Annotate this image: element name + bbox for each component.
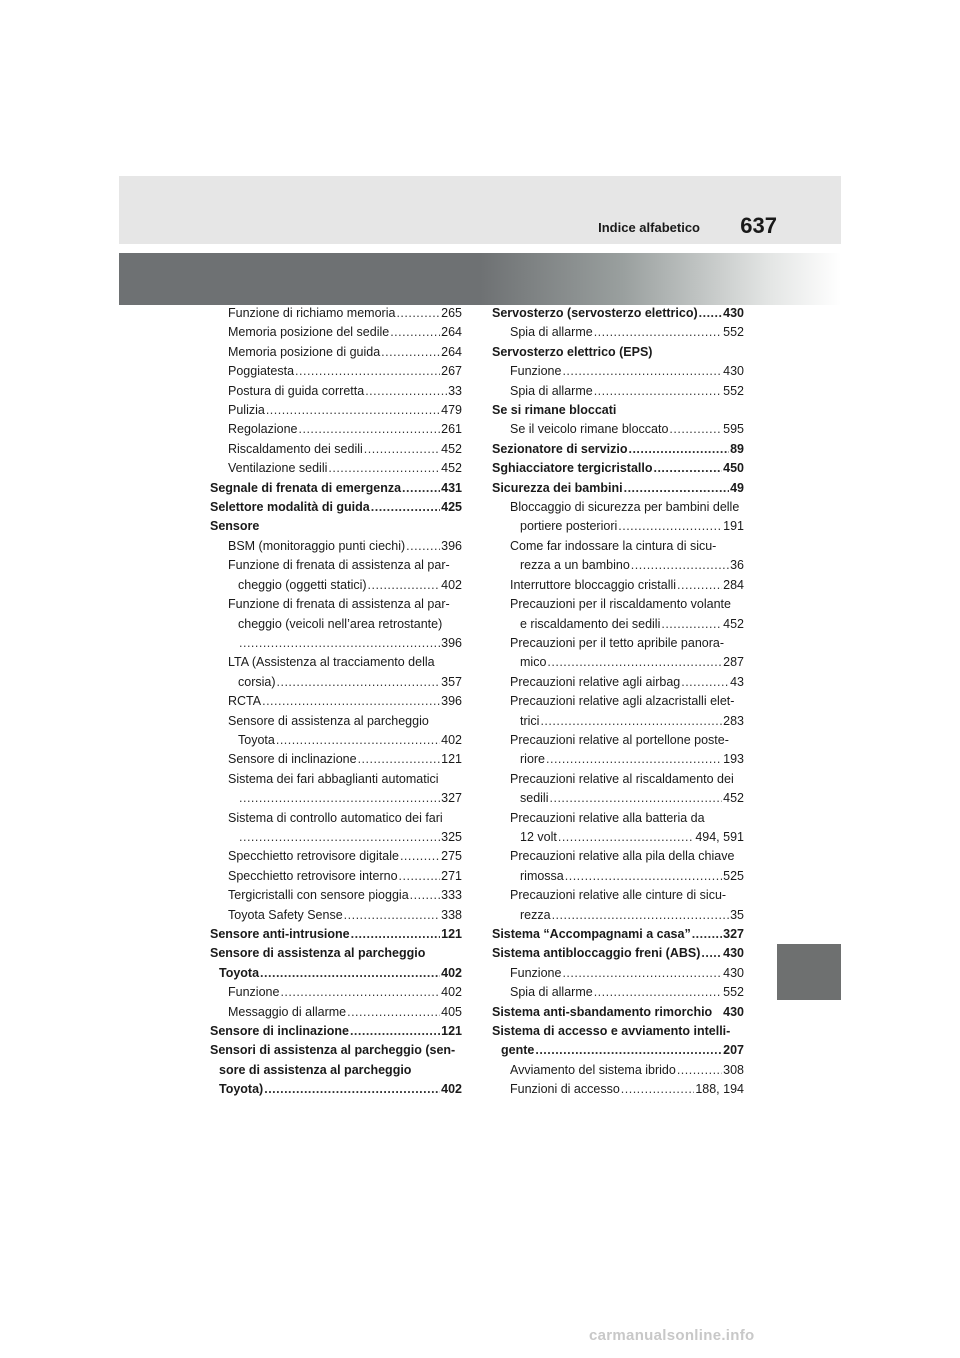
index-entry <box>210 382 462 401</box>
entry-text: Postura di guida corretta <box>228 383 365 398</box>
entry-page: 552 <box>723 985 744 1000</box>
index-column-right <box>492 304 744 1100</box>
index-entry <box>492 323 744 342</box>
index-entry <box>492 615 744 634</box>
entry-page: 479 <box>441 403 462 418</box>
index-entry <box>492 1080 744 1099</box>
entry-text: rezza <box>520 907 551 922</box>
index-entry <box>210 323 462 342</box>
section-tab <box>777 944 841 1000</box>
index-entry <box>210 828 462 847</box>
index-entry <box>210 1022 462 1041</box>
entry-page: 402 <box>441 985 462 1000</box>
dot-leader <box>260 964 440 983</box>
entry-page: 552 <box>723 383 744 398</box>
entry-text: Funzione di frenata di assistenza al par- <box>228 558 450 573</box>
entry-page: 430 <box>723 1004 744 1019</box>
index-entry <box>492 517 744 536</box>
entry-text: cheggio (oggetti statici) <box>238 577 367 592</box>
entry-page: 333 <box>441 888 462 903</box>
entry-text: trici <box>520 713 540 728</box>
index-entry <box>210 770 462 789</box>
entry-page: 430 <box>723 364 744 379</box>
entry-text: Sistema di accesso e avviamento intelli- <box>492 1024 731 1039</box>
entry-text: Specchietto retrovisore interno <box>228 868 398 883</box>
dot-leader <box>371 498 440 517</box>
dot-leader <box>699 304 723 323</box>
entry-page: 430 <box>723 306 744 320</box>
entry-page: 452 <box>723 616 744 631</box>
entry-text: Precauzioni relative alla pila della chiave <box>510 849 735 864</box>
index-entry <box>210 789 462 808</box>
index-entry <box>210 615 462 634</box>
dot-leader <box>266 401 440 420</box>
entry-page: 36 <box>730 558 744 573</box>
entry-page: 308 <box>723 1062 744 1077</box>
entry-text: Segnale di frenata di emergenza <box>210 480 402 495</box>
index-entry <box>492 770 744 789</box>
index-entry <box>492 304 744 323</box>
entry-text: Precauzioni relative agli alzacristalli elet- <box>510 694 735 709</box>
entry-text: Sistema “Accompagnami a casa” <box>492 927 691 941</box>
entry-text: Avviamento del sistema ibrido <box>510 1062 676 1077</box>
index-entry <box>492 382 744 401</box>
entry-text: Pulizia <box>228 403 265 418</box>
index-entry <box>210 964 462 983</box>
index-entry <box>492 692 744 711</box>
entry-page: 452 <box>441 461 462 476</box>
dot-leader <box>347 1003 440 1022</box>
entry-page: 264 <box>441 325 462 340</box>
entry-text: Ventilazione sedili <box>228 461 328 476</box>
dot-leader <box>262 692 440 711</box>
header-band <box>119 253 841 305</box>
dot-leader <box>239 828 440 847</box>
dot-leader <box>552 906 730 925</box>
entry-page: 402 <box>441 1082 462 1097</box>
entry-text: Sezionatore di servizio <box>492 441 628 456</box>
entry-text: Precauzioni per il riscaldamento volante <box>510 597 731 612</box>
entry-text: Sistema antibloccaggio freni (ABS) <box>492 946 701 961</box>
entry-page: 430 <box>723 965 744 980</box>
entry-page: 552 <box>723 325 744 340</box>
entry-page: 271 <box>441 868 462 883</box>
index-entry <box>210 847 462 866</box>
entry-page: 33 <box>448 383 462 398</box>
page-number: 637 <box>740 213 777 238</box>
entry-page: 452 <box>441 441 462 456</box>
dot-leader <box>277 673 441 692</box>
entry-text: Se si rimane bloccati <box>492 403 617 418</box>
index-entry <box>492 847 744 866</box>
index-entry <box>210 362 462 381</box>
entry-text: Sensore <box>210 519 260 534</box>
entry-text: Bloccaggio di sicurezza per bambini delle <box>510 500 740 515</box>
dot-leader <box>594 382 722 401</box>
dot-leader <box>562 362 722 381</box>
index-entry <box>492 673 744 692</box>
index-entry <box>210 1080 462 1099</box>
index-entry <box>210 498 462 517</box>
index-entry <box>492 498 744 517</box>
entry-page: 595 <box>723 422 744 437</box>
entry-text: RCTA <box>228 694 262 709</box>
entry-text: Spia di allarme <box>510 985 593 1000</box>
dot-leader <box>631 556 729 575</box>
index-entry <box>210 1003 462 1022</box>
entry-text: Precauzioni relative alle cinture di sicu- <box>510 888 727 903</box>
index-entry <box>210 692 462 711</box>
dot-leader <box>381 343 440 362</box>
entry-text: Poggiatesta <box>228 364 295 379</box>
index-entry <box>210 712 462 731</box>
dot-leader <box>594 983 722 1002</box>
index-entry <box>210 1041 462 1060</box>
entry-text: Toyota Safety Sense <box>228 907 343 922</box>
entry-text: Come far indossare la cintura di sicu- <box>510 538 717 553</box>
index-entry <box>210 886 462 905</box>
entry-page: 121 <box>441 927 462 941</box>
entry-text: Toyota) <box>219 1082 264 1097</box>
index-entry <box>210 420 462 439</box>
index-entry <box>492 653 744 672</box>
dot-leader <box>618 517 722 536</box>
dot-leader <box>692 925 722 944</box>
dot-leader <box>239 789 440 808</box>
entry-text: Selettore modalità di guida <box>210 500 370 515</box>
index-entry <box>210 944 462 963</box>
index-entry <box>492 1061 744 1080</box>
dot-leader <box>677 1061 722 1080</box>
entry-page: 121 <box>441 1024 462 1039</box>
entry-text: Spia di allarme <box>510 383 593 398</box>
entry-text: Sghiacciatore tergicristallo <box>492 461 653 476</box>
entry-text: rezza a un bambino <box>520 558 630 573</box>
index-entry <box>210 537 462 556</box>
index-entry <box>492 537 744 556</box>
entry-text: Funzione <box>510 364 562 379</box>
dot-leader <box>368 576 441 595</box>
dot-leader <box>344 906 440 925</box>
entry-text: Precauzioni per il tetto apribile panora- <box>510 635 725 650</box>
entry-page: 49 <box>730 480 744 495</box>
entry-text: Funzione di richiamo memoria <box>228 306 396 320</box>
entry-text: portiere posteriori <box>520 519 618 534</box>
entry-text: Precauzioni relative agli airbag <box>510 674 681 689</box>
entry-page: 402 <box>441 577 462 592</box>
index-entry <box>492 420 744 439</box>
entry-page: 405 <box>441 1004 462 1019</box>
index-entry <box>210 925 462 944</box>
entry-text: Sistema anti-sbandamento rimorchio <box>492 1004 713 1019</box>
dot-leader <box>677 576 722 595</box>
entry-text: Servosterzo (servosterzo elettrico) <box>492 306 698 320</box>
dot-leader <box>399 867 441 886</box>
entry-page: 188, 194 <box>695 1082 744 1097</box>
entry-page: 121 <box>441 752 462 767</box>
entry-text: Messaggio di allarme <box>228 1004 347 1019</box>
dot-leader <box>365 382 447 401</box>
entry-text: Precauzioni relative alla batteria da <box>510 810 705 825</box>
dot-leader <box>328 459 440 478</box>
entry-text: riore <box>520 752 546 767</box>
dot-leader <box>624 479 730 498</box>
index-entry <box>210 750 462 769</box>
index-entry <box>492 362 744 381</box>
entry-text: Toyota <box>238 732 275 747</box>
index-entry <box>492 906 744 925</box>
entry-page: 357 <box>441 674 462 689</box>
entry-text: Sensore di assistenza al parcheggio <box>210 946 426 961</box>
dot-leader <box>410 886 440 905</box>
entry-text: Sensore di inclinazione <box>210 1024 349 1039</box>
index-entry <box>492 1003 744 1022</box>
dot-leader <box>276 731 440 750</box>
index-entry <box>210 479 462 498</box>
entry-page: 261 <box>441 422 462 437</box>
index-entry <box>210 595 462 614</box>
index-entry <box>492 1041 744 1060</box>
entry-page: 396 <box>441 635 462 650</box>
dot-leader <box>295 362 440 381</box>
entry-page: 494, 591 <box>695 829 744 844</box>
index-entry <box>492 789 744 808</box>
entry-text: Spia di allarme <box>510 325 593 340</box>
entry-page: 265 <box>441 306 462 320</box>
entry-page: 425 <box>441 500 462 515</box>
entry-text: Funzione di frenata di assistenza al par- <box>228 597 450 612</box>
dot-leader <box>402 479 440 498</box>
entry-page: 284 <box>723 577 744 592</box>
index-entry <box>210 343 462 362</box>
index-entry <box>492 925 744 944</box>
dot-leader <box>669 420 722 439</box>
entry-page: 338 <box>441 907 462 922</box>
entry-page: 396 <box>441 538 462 553</box>
dot-leader <box>351 925 441 944</box>
index-entry <box>210 809 462 828</box>
index-entry <box>210 304 462 323</box>
entry-page: 275 <box>441 849 462 864</box>
entry-text: Precauzioni relative al portellone poste- <box>510 732 729 747</box>
dot-leader <box>390 323 440 342</box>
entry-text: Memoria posizione del sedile <box>228 325 390 340</box>
entry-text: Memoria posizione di guida <box>228 344 381 359</box>
entry-page: 396 <box>441 694 462 709</box>
index-entry <box>210 459 462 478</box>
index-entry <box>492 556 744 575</box>
index-entry <box>492 459 744 478</box>
dot-leader <box>628 440 729 459</box>
entry-page: 525 <box>723 868 744 883</box>
index-entry <box>492 479 744 498</box>
index-entry <box>492 828 744 847</box>
dot-leader <box>558 828 694 847</box>
index-entry <box>210 576 462 595</box>
dot-leader <box>547 653 722 672</box>
index-entry <box>210 653 462 672</box>
dot-leader <box>594 323 722 342</box>
entry-text: Sensore anti-intrusione <box>210 927 350 941</box>
dot-leader <box>396 304 440 323</box>
index-entry <box>492 964 744 983</box>
index-entry <box>210 983 462 1002</box>
entry-page: 402 <box>441 965 462 980</box>
entry-text: Sensore di inclinazione <box>228 752 357 767</box>
entry-text: 12 volt <box>520 829 557 844</box>
entry-text: sore di assistenza al parcheggio <box>219 1062 412 1077</box>
index-entry <box>492 634 744 653</box>
index-entry <box>492 731 744 750</box>
index-entry <box>492 750 744 769</box>
dot-leader <box>280 983 440 1002</box>
index-entry <box>492 983 744 1002</box>
dot-leader <box>299 420 441 439</box>
dot-leader <box>239 634 440 653</box>
dot-leader <box>358 750 441 769</box>
entry-text: mico <box>520 655 547 670</box>
dot-leader <box>540 712 722 731</box>
entry-page: 325 <box>441 829 462 844</box>
index-entry <box>492 867 744 886</box>
entry-page: 191 <box>723 519 744 534</box>
entry-text: Funzione <box>510 965 562 980</box>
entry-text: sedili <box>520 791 549 806</box>
entry-text: gente <box>501 1043 535 1058</box>
dot-leader <box>546 750 722 769</box>
entry-page: 264 <box>441 344 462 359</box>
entry-page: 193 <box>723 752 744 767</box>
entry-text: Servosterzo elettrico (EPS) <box>492 344 653 359</box>
index-entry <box>492 595 744 614</box>
dot-leader <box>681 673 729 692</box>
entry-page: 283 <box>723 713 744 728</box>
index-entry <box>492 1022 744 1041</box>
entry-text: Funzione <box>228 985 280 1000</box>
entry-page: 431 <box>441 480 462 495</box>
entry-page: 89 <box>730 441 744 456</box>
entry-text: Funzioni di accesso <box>510 1082 620 1097</box>
entry-page: 287 <box>723 655 744 670</box>
dot-leader <box>364 440 440 459</box>
entry-page: 207 <box>723 1043 744 1058</box>
entry-text: corsia) <box>238 674 276 689</box>
index-entry <box>492 343 744 362</box>
entry-text: cheggio (veicoli nell’area retrostante) <box>238 616 443 631</box>
index-entry <box>492 401 744 420</box>
index-entry <box>492 944 744 963</box>
index-entry <box>492 712 744 731</box>
dot-leader <box>653 459 722 478</box>
index-entry <box>210 867 462 886</box>
dot-leader <box>264 1080 440 1099</box>
entry-text: Sistema di controllo automatico dei fari <box>228 810 443 825</box>
entry-text: Riscaldamento dei sedili <box>228 441 363 456</box>
entry-page: 35 <box>730 907 744 922</box>
entry-page: 43 <box>730 674 744 689</box>
index-entry <box>210 401 462 420</box>
dot-leader <box>535 1041 722 1060</box>
index-entry <box>492 440 744 459</box>
entry-text: Tergicristalli con sensore pioggia <box>228 888 409 903</box>
entry-text: LTA (Assistenza al tracciamento della <box>228 655 435 670</box>
index-entry <box>210 517 462 536</box>
index-entry <box>210 1061 462 1080</box>
index-entry <box>492 576 744 595</box>
entry-text: Toyota <box>219 965 260 980</box>
section-title: Indice alfabetico <box>598 220 700 235</box>
page-header <box>119 176 841 244</box>
entry-page: 450 <box>723 461 744 476</box>
index-entry <box>210 731 462 750</box>
entry-text: Precauzioni relative al riscaldamento dei <box>510 771 734 786</box>
index-entry <box>210 440 462 459</box>
entry-text: Se il veicolo rimane bloccato <box>510 422 669 437</box>
index-entry <box>210 556 462 575</box>
dot-leader <box>701 944 722 963</box>
entry-page: 267 <box>441 364 462 379</box>
dot-leader <box>562 964 722 983</box>
dot-leader <box>661 615 722 634</box>
entry-page: 402 <box>441 732 462 747</box>
entry-text: Sistema dei fari abbaglianti automatici <box>228 771 439 786</box>
entry-text: Sicurezza dei bambini <box>492 480 623 495</box>
dot-leader <box>350 1022 440 1041</box>
entry-page: 452 <box>723 791 744 806</box>
index-entry <box>210 673 462 692</box>
dot-leader <box>565 867 722 886</box>
index-entry <box>492 809 744 828</box>
entry-text: e riscaldamento dei sedili <box>520 616 661 631</box>
entry-text: BSM (monitoraggio punti ciechi) <box>228 538 406 553</box>
index-entry <box>210 906 462 925</box>
dot-leader <box>550 789 723 808</box>
dot-leader <box>400 847 440 866</box>
entry-text: Sensori di assistenza al parcheggio (sen- <box>210 1043 456 1058</box>
entry-text: Sensore di assistenza al parcheggio <box>228 713 429 728</box>
dot-leader <box>621 1080 695 1099</box>
entry-text: Regolazione <box>228 422 298 437</box>
dot-leader <box>406 537 440 556</box>
index-column-left <box>210 304 462 1100</box>
entry-page: 327 <box>441 791 462 806</box>
entry-text: rimossa <box>520 868 564 883</box>
index-entry <box>210 634 462 653</box>
watermark: carmanualsonline.info <box>589 1327 755 1344</box>
entry-text: Specchietto retrovisore digitale <box>228 849 399 864</box>
entry-page: 430 <box>723 946 744 961</box>
entry-text: Interruttore bloccaggio cristalli <box>510 577 677 592</box>
entry-page: 327 <box>723 927 744 941</box>
index-entry <box>492 886 744 905</box>
